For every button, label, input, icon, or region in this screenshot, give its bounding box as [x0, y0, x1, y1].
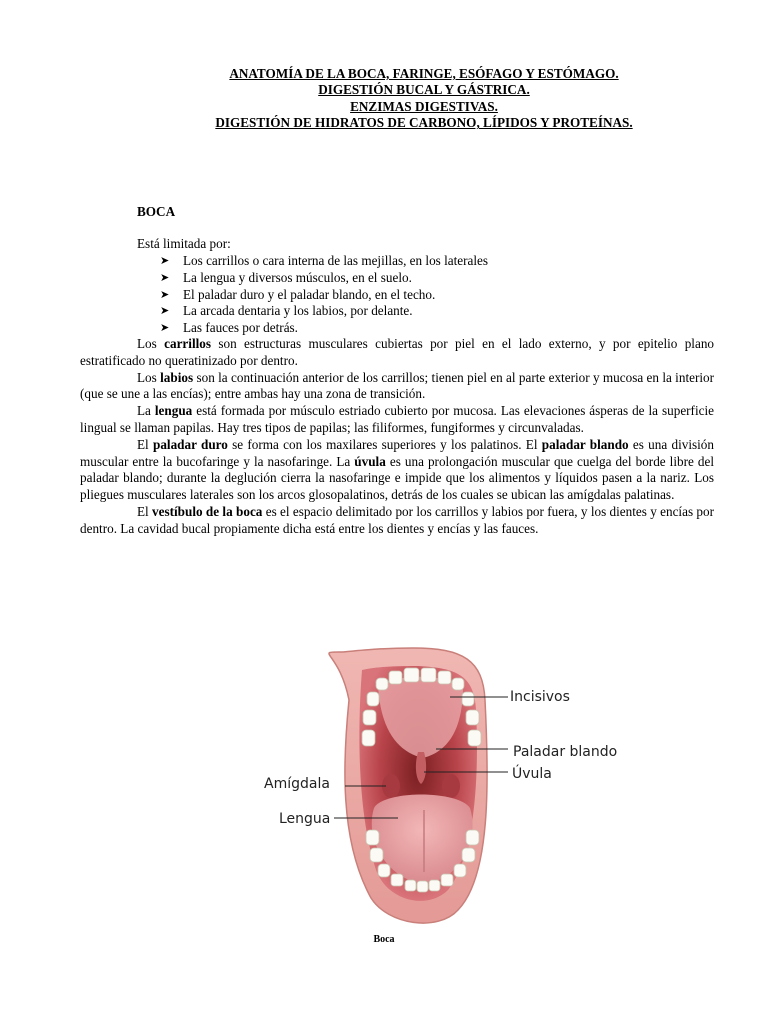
- arrow-bullet-icon: ➤: [160, 254, 170, 267]
- paragraph-vestibulo: El vestíbulo de la boca es el espacio delimitado por los carrillos y labios por fuera, y los dientes y encías por dentro. La cavidad bucal propiamente dicha está entre los dientes y encías y las fauces.: [80, 503, 714, 536]
- right-tonsil-shape: [442, 774, 460, 798]
- list-item: ➤ Los carrillos o cara interna de las mejillas, en los laterales: [160, 253, 489, 268]
- section-heading: BOCA: [137, 204, 176, 219]
- label-paladar-blando: Paladar blando: [513, 744, 618, 760]
- arrow-bullet-icon: ➤: [160, 304, 170, 318]
- label-incisivos: Incisivos: [510, 689, 570, 705]
- list-item: ➤ El paladar duro y el paladar blando, en el techo.: [160, 286, 436, 302]
- label-amigdala: Amígdala: [264, 776, 330, 792]
- document-title: [120, 66, 728, 132]
- paragraph-carrillos: Los carrillos son estructuras musculares cubiertas por piel en el lado externo, y por epitelio plano estratificado no queratinizado por dentro.: [80, 336, 715, 368]
- title-line-2: DIGESTIÓN BUCAL Y GÁSTRICA.: [318, 82, 530, 98]
- label-lengua: Lengua: [279, 811, 331, 827]
- paragraph-labios: Los labios son la continuación anterior de los carrillos; tienen piel en al parte exterior y mucosa en la interior (que se une a las encías); entre ambas hay una zona de transición.: [80, 369, 714, 402]
- list-item: ➤ La lengua y diversos músculos, en el suelo.: [160, 269, 412, 285]
- title-line-1: ANATOMÍA DE LA BOCA, FARINGE, ESÓFAGO Y ESTÓMAGO.: [229, 66, 619, 81]
- title-line-3: ENZIMAS DIGESTIVAS.: [350, 98, 498, 114]
- body-paragraphs: [80, 336, 714, 538]
- intro-text: Está limitada por:: [137, 236, 231, 251]
- arrow-bullet-icon: ➤: [160, 321, 170, 335]
- list-item: ➤ La arcada dentaria y los labios, por delante.: [160, 303, 413, 319]
- arrow-bullet-icon: ➤: [160, 270, 170, 284]
- bullet-list: [160, 253, 488, 337]
- paragraph-paladar: El paladar duro se forma con los maxilares superiores y los palatinos. El paladar blando es una división muscular entre la bucofaringe y la nasofaringe. La úvula es una prolongación muscular que cuelga del borde libre del paladar blando; durante la deglución cierra la nasofaringe e impide que los alimentos y líquidos pasen a la nariz. Los pliegues musculares laterales son los arcos glosopalatinos, detrás de los cuales se ubican las amígdalas palatinas.: [80, 436, 714, 503]
- title-line-4: DIGESTIÓN DE HIDRATOS DE CARBONO, LÍPIDOS Y PROTEÍNAS.: [215, 115, 633, 131]
- figure-caption: Boca: [373, 934, 395, 945]
- label-uvula: Úvula: [512, 766, 552, 782]
- arrow-bullet-icon: ➤: [160, 287, 170, 301]
- paragraph-lengua: La lengua está formada por músculo estriado cubierto por mucosa. Las elevaciones ásperas de la superficie lingual se llaman papilas. Hay tres tipos de papilas; las filiformes, fungiformes y circunvaladas.: [80, 403, 714, 435]
- list-item: ➤ Las fauces por detrás.: [160, 320, 298, 336]
- mouth-illustration: [258, 640, 618, 940]
